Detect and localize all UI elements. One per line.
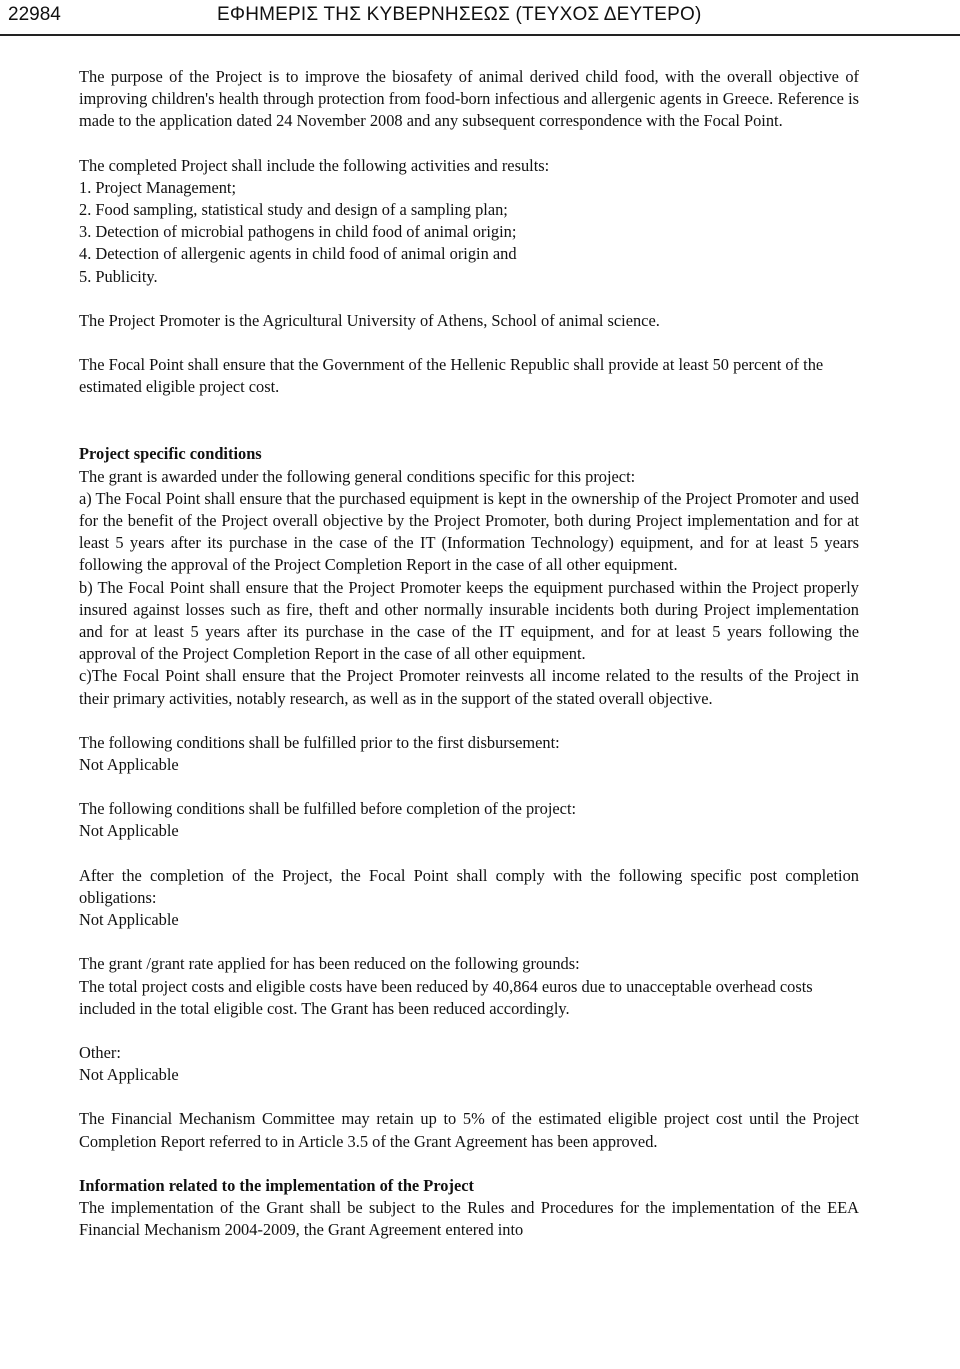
specific-conditions-heading: Project specific conditions xyxy=(79,444,262,464)
post-completion-value: Not Applicable xyxy=(79,910,179,930)
reduction-label: The grant /grant rate applied for has been reduced on the following grounds: xyxy=(79,954,580,974)
page-number: 22984 xyxy=(8,4,61,25)
promoter-paragraph: The Project Promoter is the Agricultural University of Athens, School of animal science. xyxy=(79,310,660,330)
page-header xyxy=(0,0,960,42)
activities-intro: The completed Project shall include the following activities and results: xyxy=(79,155,550,175)
activity-item: 2. Food sampling, statistical study and design of a sampling plan; xyxy=(79,200,508,220)
condition-b: b) The Focal Point shall ensure that the Project Promoter keeps the equipment purchased within the Project properly insured against losses such as fire, theft and other normally insurable incidents both during Project implementation and for at least 5 years after its purchase in the case of the IT equipment, and for at least 5 years following the approval of the Project Completion Report in the case of all other equipment. xyxy=(79,577,859,664)
post-completion-label: After the completion of the Project, the Focal Point shall comply with the following specific post completion obligations: xyxy=(79,865,859,907)
reduction-text: The total project costs and eligible costs have been reduced by 40,864 euros due to unacceptable overhead costs included in the total eligible cost. The Grant has been reduced accordingly. xyxy=(79,976,813,1018)
activity-item: 4. Detection of allergenic agents in child food of animal origin and xyxy=(79,244,517,264)
activity-item: 1. Project Management; xyxy=(79,177,237,197)
funding-paragraph: The Focal Point shall ensure that the Government of the Hellenic Republic shall provide at least 50 percent of the estimated eligible project cost. xyxy=(79,355,824,397)
gazette-title: ΕΦΗΜΕΡΙΣ ΤΗΣ ΚΥΒΕΡΝΗΣΕΩΣ (ΤΕΥΧΟΣ ΔΕΥΤΕΡΟ) xyxy=(217,4,702,25)
retention-paragraph: The Financial Mechanism Committee may retain up to 5% of the estimated eligible project cost until the Project Completion Report referred to in Article 3.5 of the Grant Agreement has been approved. xyxy=(79,1109,859,1151)
implementation-paragraph: The implementation of the Grant shall be subject to the Rules and Procedures for the implementation of the EEA Financial Mechanism 2004-2009, the Grant Agreement entered into xyxy=(79,1197,859,1240)
first-disbursement-label: The following conditions shall be fulfilled prior to the first disbursement: xyxy=(79,732,560,752)
specific-conditions-intro: The grant is awarded under the following general conditions specific for this project: xyxy=(79,466,636,486)
document-body xyxy=(79,66,859,1241)
activity-item: 5. Publicity. xyxy=(79,266,158,286)
header-divider xyxy=(0,34,960,36)
first-disbursement-value: Not Applicable xyxy=(79,755,179,775)
before-completion-value: Not Applicable xyxy=(79,821,179,841)
other-label: Other: xyxy=(79,1042,121,1062)
condition-c: c)The Focal Point shall ensure that the Project Promoter reinvests all income related to the results of the Project in their primary activities, notably research, as well as in the support of the stated overall objective. xyxy=(79,666,859,708)
purpose-paragraph: The purpose of the Project is to improve the biosafety of animal derived child food, with the overall objective of improving children's health through protection from food-born infectious and allergenic agents in Greece. Reference is made to the application dated 24 November 2008 and any subsequent correspondence with the Focal Point. xyxy=(79,67,859,131)
implementation-heading: Information related to the implementation of the Project xyxy=(79,1175,474,1195)
before-completion-label: The following conditions shall be fulfilled before completion of the project: xyxy=(79,799,577,819)
other-value: Not Applicable xyxy=(79,1065,179,1085)
condition-a: a) The Focal Point shall ensure that the purchased equipment is kept in the ownership of the Project Promoter and used for the benefit of the Project overall objective by the Project Promoter, both during Project implementation and for at least 5 years after its purchase in the case of the IT (Information Technology) equipment, and for at least 5 years following the approval of the Project Completion Report in the case of all other equipment. xyxy=(79,488,859,575)
activity-item: 3. Detection of microbial pathogens in child food of animal origin; xyxy=(79,222,517,242)
